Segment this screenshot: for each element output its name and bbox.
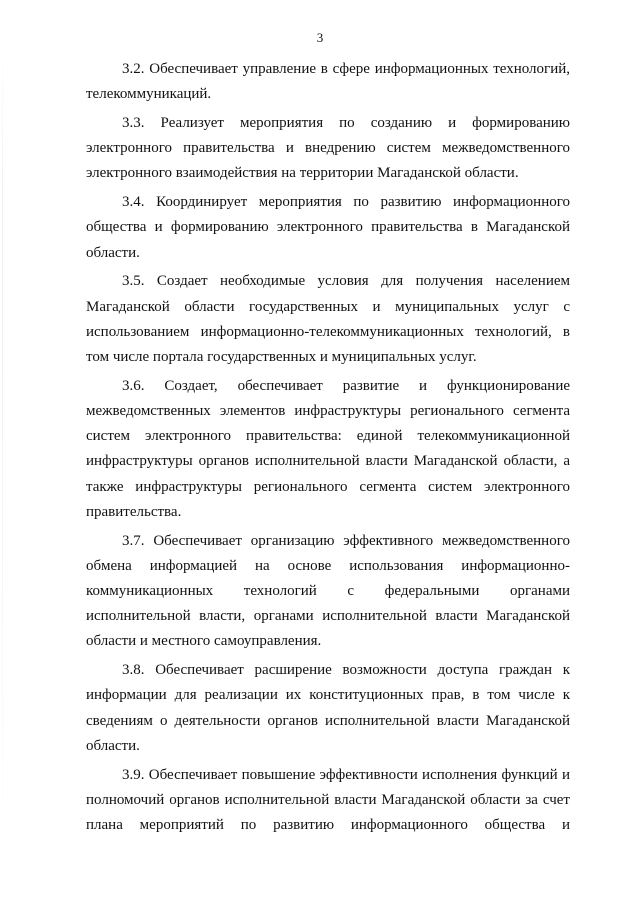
paragraph-3-7: 3.7. Обеспечивает организацию эффективного межведомственного обмена информацией на основе использования информационно-коммуникационных технологий с федеральными органами исполнительной власти, органами исполнительной власти Магаданской области и местного самоуправления. [86, 532, 570, 650]
paragraph-3-6: 3.6. Создает, обеспечивает развитие и функционирование межведомственных элементов инфраструктуры регионального сегмента систем электронного правительства: единой телекоммуникационной инфраструктуры органов исполнительной власти Магаданской области, а также инфраструктуры регионального сегмента систем электронного правительства. [86, 377, 570, 520]
document-body [86, 57, 570, 842]
paragraph-3-3: 3.3. Реализует мероприятия по созданию и формированию электронного правительства и внедрению систем межведомственного электронного взаимодействия на территории Магаданской области. [86, 115, 570, 182]
paragraph-3-5: 3.5. Создает необходимые условия для получения населением Магаданской области государственных и муниципальных услуг с использованием информационно-телекоммуникационных технологий, в том числе портала государственных и муниципальных услуг. [86, 273, 570, 366]
page-number: 3 [316, 30, 324, 45]
paragraph-3-4: 3.4. Координирует мероприятия по развитию информационного общества и формированию электронного правительства в Магаданской области. [86, 194, 570, 261]
paragraph-3-8: 3.8. Обеспечивает расширение возможности доступа граждан к информации для реализации их конституционных прав, в том числе к сведениям о деятельности органов исполнительной власти Магаданской области. [86, 662, 570, 754]
scan-edge-shadow [2, 40, 3, 880]
paragraph-3-9: 3.9. Обеспечивает повышение эффективности исполнения функций и полномочий органов исполнительной власти Магаданской области за счет плана мероприятий по развитию информационного общества и [86, 766, 570, 834]
paragraph-3-2: 3.2. Обеспечивает управление в сфере информационных технологий, телекоммуникаций. [86, 61, 570, 103]
